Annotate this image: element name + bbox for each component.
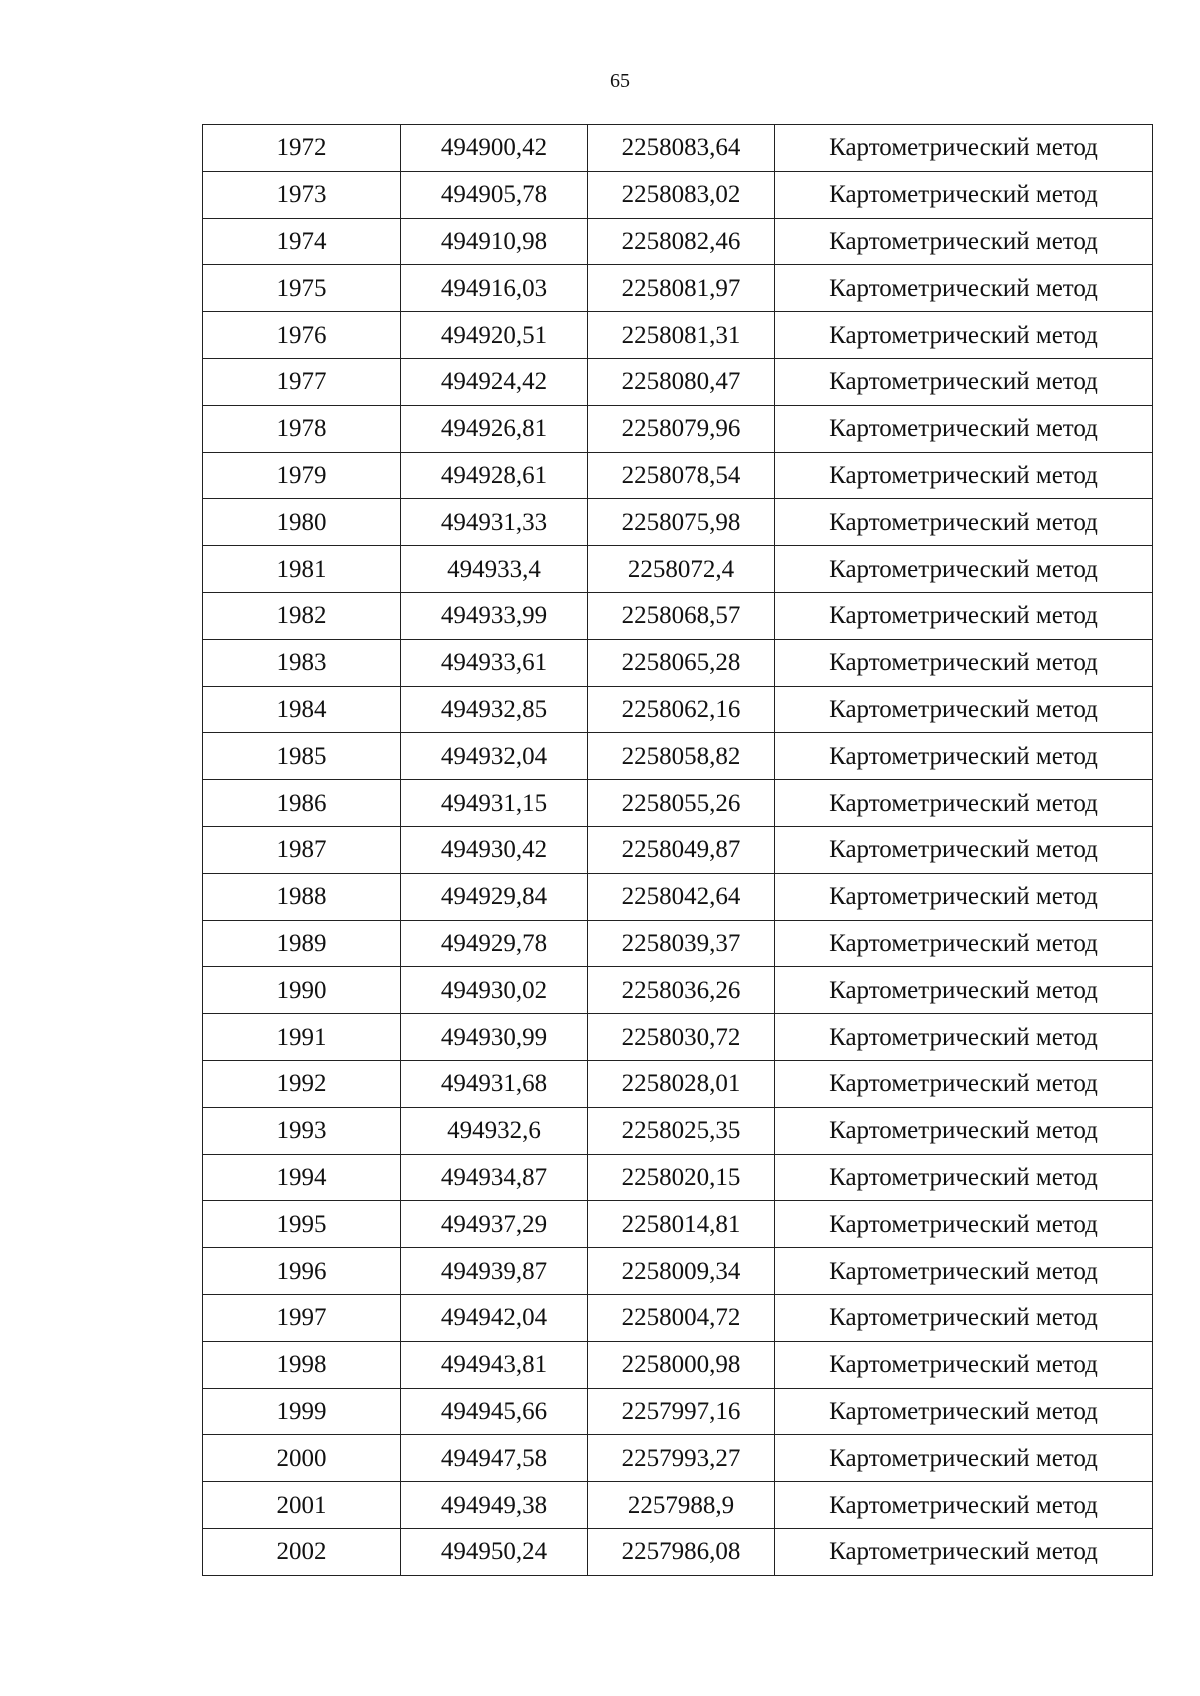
table-row	[203, 1060, 1153, 1107]
method-cell: Картометрический метод	[775, 1341, 1153, 1388]
method-cell: Картометрический метод	[775, 1294, 1153, 1341]
coordinate-x-cell: 494947,58	[401, 1435, 588, 1482]
coordinate-x-cell: 494945,66	[401, 1388, 588, 1435]
table-row	[203, 1435, 1153, 1482]
table-row	[203, 639, 1153, 686]
method-cell: Картометрический метод	[775, 171, 1153, 218]
coordinate-y-cell: 2258081,31	[588, 312, 775, 359]
table-row	[203, 1341, 1153, 1388]
coordinate-x-cell: 494931,15	[401, 780, 588, 827]
method-cell: Картометрический метод	[775, 592, 1153, 639]
coordinate-x-cell: 494932,85	[401, 686, 588, 733]
point-number-cell: 1990	[203, 967, 401, 1014]
table-row	[203, 1154, 1153, 1201]
coordinate-y-cell: 2258075,98	[588, 499, 775, 546]
method-cell: Картометрический метод	[775, 686, 1153, 733]
coordinate-y-cell: 2258028,01	[588, 1060, 775, 1107]
point-number-cell: 1983	[203, 639, 401, 686]
coordinate-x-cell: 494934,87	[401, 1154, 588, 1201]
coordinate-x-cell: 494942,04	[401, 1294, 588, 1341]
table-row	[203, 452, 1153, 499]
method-cell: Картометрический метод	[775, 358, 1153, 405]
point-number-cell: 2001	[203, 1482, 401, 1529]
table-row	[203, 1014, 1153, 1061]
point-number-cell: 1986	[203, 780, 401, 827]
point-number-cell: 1975	[203, 265, 401, 312]
point-number-cell: 1988	[203, 873, 401, 920]
method-cell: Картометрический метод	[775, 1014, 1153, 1061]
method-cell: Картометрический метод	[775, 312, 1153, 359]
coordinate-x-cell: 494905,78	[401, 171, 588, 218]
method-cell: Картометрический метод	[775, 218, 1153, 265]
point-number-cell: 1996	[203, 1248, 401, 1295]
table-row	[203, 265, 1153, 312]
point-number-cell: 1994	[203, 1154, 401, 1201]
table-row	[203, 967, 1153, 1014]
point-number-cell: 1976	[203, 312, 401, 359]
coordinate-x-cell: 494931,33	[401, 499, 588, 546]
table-row	[203, 1248, 1153, 1295]
method-cell: Картометрический метод	[775, 1528, 1153, 1575]
coordinate-y-cell: 2258000,98	[588, 1341, 775, 1388]
coordinate-x-cell: 494931,68	[401, 1060, 588, 1107]
point-number-cell: 1974	[203, 218, 401, 265]
coordinate-y-cell: 2258004,72	[588, 1294, 775, 1341]
coordinate-x-cell: 494910,98	[401, 218, 588, 265]
point-number-cell: 1984	[203, 686, 401, 733]
point-number-cell: 2000	[203, 1435, 401, 1482]
coordinate-x-cell: 494924,42	[401, 358, 588, 405]
coordinate-y-cell: 2258055,26	[588, 780, 775, 827]
coordinate-y-cell: 2258083,02	[588, 171, 775, 218]
coordinate-y-cell: 2258020,15	[588, 1154, 775, 1201]
table-row	[203, 1528, 1153, 1575]
point-number-cell: 1972	[203, 125, 401, 172]
method-cell: Картометрический метод	[775, 780, 1153, 827]
coordinate-x-cell: 494920,51	[401, 312, 588, 359]
method-cell: Картометрический метод	[775, 1482, 1153, 1529]
table-row	[203, 686, 1153, 733]
point-number-cell: 1989	[203, 920, 401, 967]
table-row	[203, 218, 1153, 265]
method-cell: Картометрический метод	[775, 499, 1153, 546]
table-row	[203, 312, 1153, 359]
method-cell: Картометрический метод	[775, 265, 1153, 312]
method-cell: Картометрический метод	[775, 920, 1153, 967]
coordinate-y-cell: 2258014,81	[588, 1201, 775, 1248]
point-number-cell: 1973	[203, 171, 401, 218]
coordinate-x-cell: 494928,61	[401, 452, 588, 499]
coordinate-y-cell: 2258065,28	[588, 639, 775, 686]
method-cell: Картометрический метод	[775, 967, 1153, 1014]
coordinate-x-cell: 494932,6	[401, 1107, 588, 1154]
coordinate-y-cell: 2258009,34	[588, 1248, 775, 1295]
method-cell: Картометрический метод	[775, 1435, 1153, 1482]
method-cell: Картометрический метод	[775, 733, 1153, 780]
point-number-cell: 1995	[203, 1201, 401, 1248]
method-cell: Картометрический метод	[775, 1154, 1153, 1201]
coordinate-x-cell: 494939,87	[401, 1248, 588, 1295]
coordinate-x-cell: 494943,81	[401, 1341, 588, 1388]
coordinate-y-cell: 2258068,57	[588, 592, 775, 639]
table-row	[203, 1388, 1153, 1435]
table-row	[203, 1201, 1153, 1248]
point-number-cell: 1993	[203, 1107, 401, 1154]
point-number-cell: 2002	[203, 1528, 401, 1575]
coordinate-x-cell: 494926,81	[401, 405, 588, 452]
point-number-cell: 1999	[203, 1388, 401, 1435]
coordinates-table	[202, 124, 1153, 1576]
point-number-cell: 1980	[203, 499, 401, 546]
coordinate-y-cell: 2258079,96	[588, 405, 775, 452]
table-row	[203, 780, 1153, 827]
coordinate-y-cell: 2257993,27	[588, 1435, 775, 1482]
coordinate-x-cell: 494949,38	[401, 1482, 588, 1529]
coordinate-y-cell: 2258081,97	[588, 265, 775, 312]
coordinate-x-cell: 494930,99	[401, 1014, 588, 1061]
coordinate-y-cell: 2258049,87	[588, 826, 775, 873]
coordinate-y-cell: 2257988,9	[588, 1482, 775, 1529]
coordinate-y-cell: 2258072,4	[588, 546, 775, 593]
point-number-cell: 1987	[203, 826, 401, 873]
table-row	[203, 1107, 1153, 1154]
coordinate-x-cell: 494933,61	[401, 639, 588, 686]
coordinate-y-cell: 2258080,47	[588, 358, 775, 405]
method-cell: Картометрический метод	[775, 639, 1153, 686]
coordinate-x-cell: 494929,78	[401, 920, 588, 967]
method-cell: Картометрический метод	[775, 546, 1153, 593]
table-row	[203, 546, 1153, 593]
point-number-cell: 1985	[203, 733, 401, 780]
coordinate-y-cell: 2258082,46	[588, 218, 775, 265]
coordinate-y-cell: 2258078,54	[588, 452, 775, 499]
point-number-cell: 1981	[203, 546, 401, 593]
coordinate-y-cell: 2258062,16	[588, 686, 775, 733]
table-row	[203, 592, 1153, 639]
table-row	[203, 125, 1153, 172]
method-cell: Картометрический метод	[775, 873, 1153, 920]
coordinate-x-cell: 494933,99	[401, 592, 588, 639]
method-cell: Картометрический метод	[775, 1201, 1153, 1248]
coordinate-x-cell: 494930,42	[401, 826, 588, 873]
coordinate-y-cell: 2258042,64	[588, 873, 775, 920]
coordinate-x-cell: 494929,84	[401, 873, 588, 920]
coordinate-y-cell: 2257997,16	[588, 1388, 775, 1435]
point-number-cell: 1997	[203, 1294, 401, 1341]
coordinate-x-cell: 494930,02	[401, 967, 588, 1014]
table-row	[203, 733, 1153, 780]
method-cell: Картометрический метод	[775, 125, 1153, 172]
table-row	[203, 1482, 1153, 1529]
table-row	[203, 1294, 1153, 1341]
method-cell: Картометрический метод	[775, 405, 1153, 452]
coordinates-table-body	[203, 125, 1153, 1576]
coordinate-x-cell: 494900,42	[401, 125, 588, 172]
coordinate-y-cell: 2258025,35	[588, 1107, 775, 1154]
table-row	[203, 358, 1153, 405]
coordinate-x-cell: 494950,24	[401, 1528, 588, 1575]
point-number-cell: 1982	[203, 592, 401, 639]
page-number: 65	[610, 70, 630, 92]
coordinate-y-cell: 2258030,72	[588, 1014, 775, 1061]
point-number-cell: 1991	[203, 1014, 401, 1061]
method-cell: Картометрический метод	[775, 452, 1153, 499]
table-row	[203, 873, 1153, 920]
coordinate-x-cell: 494932,04	[401, 733, 588, 780]
coordinate-y-cell: 2258083,64	[588, 125, 775, 172]
point-number-cell: 1992	[203, 1060, 401, 1107]
point-number-cell: 1977	[203, 358, 401, 405]
point-number-cell: 1978	[203, 405, 401, 452]
coordinate-x-cell: 494933,4	[401, 546, 588, 593]
coordinate-y-cell: 2258058,82	[588, 733, 775, 780]
table-row	[203, 405, 1153, 452]
method-cell: Картометрический метод	[775, 1107, 1153, 1154]
coordinate-y-cell: 2258039,37	[588, 920, 775, 967]
method-cell: Картометрический метод	[775, 1248, 1153, 1295]
coordinate-y-cell: 2258036,26	[588, 967, 775, 1014]
table-row	[203, 499, 1153, 546]
table-row	[203, 920, 1153, 967]
table-row	[203, 171, 1153, 218]
point-number-cell: 1998	[203, 1341, 401, 1388]
coordinate-x-cell: 494916,03	[401, 265, 588, 312]
coordinate-x-cell: 494937,29	[401, 1201, 588, 1248]
method-cell: Картометрический метод	[775, 826, 1153, 873]
point-number-cell: 1979	[203, 452, 401, 499]
coordinate-y-cell: 2257986,08	[588, 1528, 775, 1575]
table-row	[203, 826, 1153, 873]
method-cell: Картометрический метод	[775, 1060, 1153, 1107]
method-cell: Картометрический метод	[775, 1388, 1153, 1435]
